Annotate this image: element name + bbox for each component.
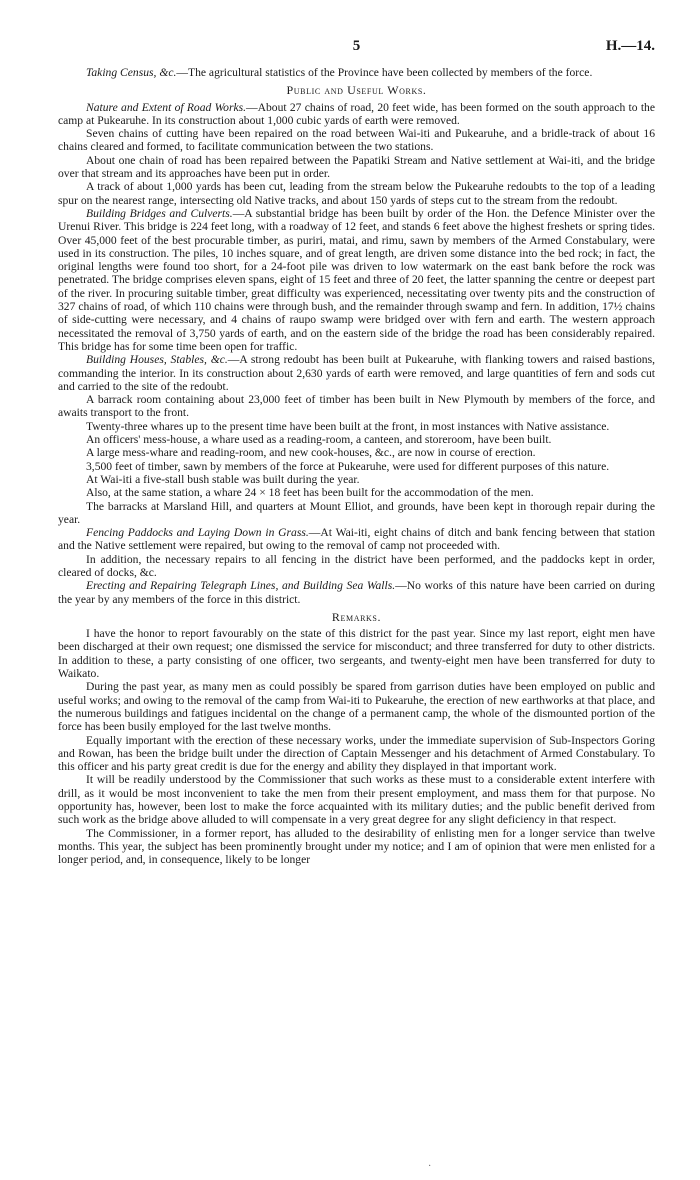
paragraph-text: I have the honor to report favourably on the state of this district for the past year. Since my last report, eight men have been discharged at their own request; one dismissed the service for misconduct; and three transferred for duty to other districts. In addition to these, a party consisting of one officer, two sergeants, and twenty-eight men have been transferred for duty to Waikato. [58,627,655,681]
paragraph [58,353,655,393]
paragraph-text: A large mess-whare and reading-room, and new cook-houses, &c., are now in course of erection. [86,446,536,460]
section-heading-remarks: Remarks. [331,609,382,624]
page-mark: · [428,1161,432,1172]
paragraph-text: Twenty-three whares up to the present time have been built at the front, in most instances with Native assistance. [86,419,610,433]
paragraph-text: A track of about 1,000 yards has been cut, leading from the stream below the Pukearuhe redoubts to the top of a leading spur on the nearest range, intersecting old Native tracks, and about 150 yards of steps cut to the stream from the redoubt. [58,180,655,207]
paragraph-subhead: Building Houses, Stables, &c. [86,353,228,367]
intro-section [58,66,655,79]
paragraph-text: The Commissioner, in a former report, has alluded to the desirability of enlisting men for a longer service than twelve months. This year, the subject has been prominently brought under my notice; and I am of opinion that were men enlisted for a longer period, and, in consequence, likely to be longer [58,826,655,867]
paragraph-text: In addition, the necessary repairs to all fencing in the district have been performed, and the paddocks kept in order, cleared of docks, &c. [58,552,655,579]
paragraph [58,433,655,446]
paragraph [58,486,655,499]
paragraph-text: 3,500 feet of timber, sawn by members of the force at Pukearuhe, were used for different purposes of this nature. [86,459,610,473]
paragraph [58,473,655,486]
paragraph [58,393,655,420]
page-header [58,40,655,66]
paragraph [58,553,655,580]
remarks-section [58,627,655,866]
paragraph-text: —No works of this nature have been carried on during the year by any members of the force in this district. [58,579,655,606]
paragraph-subhead: Taking Census, &c. [86,66,177,79]
paragraph [58,420,655,433]
paragraph [58,627,655,680]
paragraph [58,180,655,207]
paragraph [58,680,655,733]
paragraph-subhead: Erecting and Repairing Telegraph Lines, and Building Sea Walls. [86,579,396,593]
paragraph [58,446,655,459]
paragraph-subhead: Building Bridges and Culverts. [86,206,233,220]
paragraph-text: —The agricultural statistics of the Province have been collected by members of the force. [176,66,593,79]
paragraph-text: —A strong redoubt has been built at Pukearuhe, with flanking towers and raised bastions, commanding the interior. In its construction about 2,630 yards of earth were removed, and large quantities of fern and sods cut and carried to the site of the redoubt. [58,353,655,393]
paragraph [58,207,655,353]
paragraph-text: A barrack room containing about 23,000 feet of timber has been built in New Plymouth by members of the force, and awaits transport to the front. [58,393,655,420]
paragraph [58,460,655,473]
paragraph-text: The barracks at Marsland Hill, and quarters at Mount Elliot, and grounds, have been kept in thorough repair during the year. [58,499,655,526]
paragraph [58,827,655,867]
paragraph-subhead: Nature and Extent of Road Works. [86,100,247,114]
paragraph-text: About one chain of road has been repaired between the Papatiki Stream and Native settlement at Wai-iti, and the bridge over that stream and its approaches have been put in order. [58,153,655,181]
paragraph-text: It will be readily understood by the Commissioner that such works as these must to a considerable extent interfere with drill, as it would be most inconvenient to take the men from their present employment, and mass them for that purpose. No opportunity has, however, been lost to make the force acquainted with its military duties; and the public benefit derived from such work as the bridge above alluded to will compensate in a very great degree for any slight deficiency in that respect. [58,773,655,827]
paragraph [58,127,655,154]
paragraph [58,773,655,826]
section-heading-public-works: Public and Useful Works. [286,83,427,98]
paragraph-text: —About 27 chains of road, 20 feet wide, has been formed on the south approach to the camp at Pukearuhe. In its construction about 1,000 cubic yards of earth were removed. [58,100,655,127]
paragraph [58,526,655,553]
paragraph-text: —At Wai-iti, eight chains of ditch and bank fencing between that station and the Native settlement were repaired, but owing to the removal of camp not proceeded with. [58,526,655,553]
paragraph [58,734,655,774]
public-works-section [58,101,655,606]
paragraph-subhead: Fencing Paddocks and Laying Down in Grass. [86,526,309,540]
paragraph-text: Equally important with the erection of these necessary works, under the immediate supervision of Sub-Inspectors Goring and Rowan, has been the bridge built under the direction of Captain Messenger and his detachment of Armed Constabulary. To this officer and his party great credit is due for the energy and ability they displayed in that important work. [58,733,655,774]
page-number: 5 [352,38,361,54]
document-code: H.—14. [605,38,655,54]
paragraph-text: During the past year, as many men as could possibly be spared from garrison duties have been employed on public and useful works; and owing to the removal of the camp from Wai-iti to Pukearuhe, the erection of new earthworks at that place, and the numerous buildings and fatigues incidental on the change of a permanent camp, the whole of the dismounted portion of the force has been busily employed for the last twelve months. [58,680,655,734]
paragraph-text: —A substantial bridge has been built by order of the Hon. the Defence Minister over the Urenui River. This bridge is 224 feet long, with a roadway of 12 feet, and stands 6 feet above the highest freshets or spring tides. Over 45,000 feet of the best procurable timber, as puriri, matai, and rimu, sawn by members of the Armed Constabulary, were used in its construction. The piles, 10 inches square, and of great length, are driven some distance into the bed rock; in fact, the original lengths were found too short, for a 24-foot pile was driven to low watermark on the east bank before the rock was penetrated. The bridge comprises eleven spans, eight of 15 feet and three of 20 feet, the latter spanning the centre or deepest part of the river. In procuring suitable timber, great difficulty was experienced, necessitating over twenty pits and the construction of 327 chains of road, of which 110 chains were through bush, and the remainder through swamp and fern. In addition, 17½ chains of side-cutting were necessary, and 4 chains of raupo swamp were bridged over with fern and earth. The western approach necessitated the removal of 3,750 yards of earth, and on the eastern side of the bridge the road has been considerably repaired. This bridge has for some time been open for traffic. [58,206,655,353]
paragraph-text: At Wai-iti a five-stall bush stable was built during the year. [86,472,360,486]
paragraph [58,579,655,606]
paragraph-text: Also, at the same station, a whare 24 × 18 feet has been built for the accommodation of the men. [86,486,534,500]
paragraph-text: Seven chains of cutting have been repaired on the road between Wai-iti and Pukearuhe, and a bridle-track of about 16 chains cleared and formed, to facilitate communication between the two stations. [58,127,655,154]
paragraph [58,66,655,79]
paragraph-text: An officers' mess-house, a whare used as a reading-room, a canteen, and storeroom, have been built. [86,433,552,447]
paragraph [58,154,655,181]
paragraph [58,500,655,527]
paragraph [58,101,655,128]
